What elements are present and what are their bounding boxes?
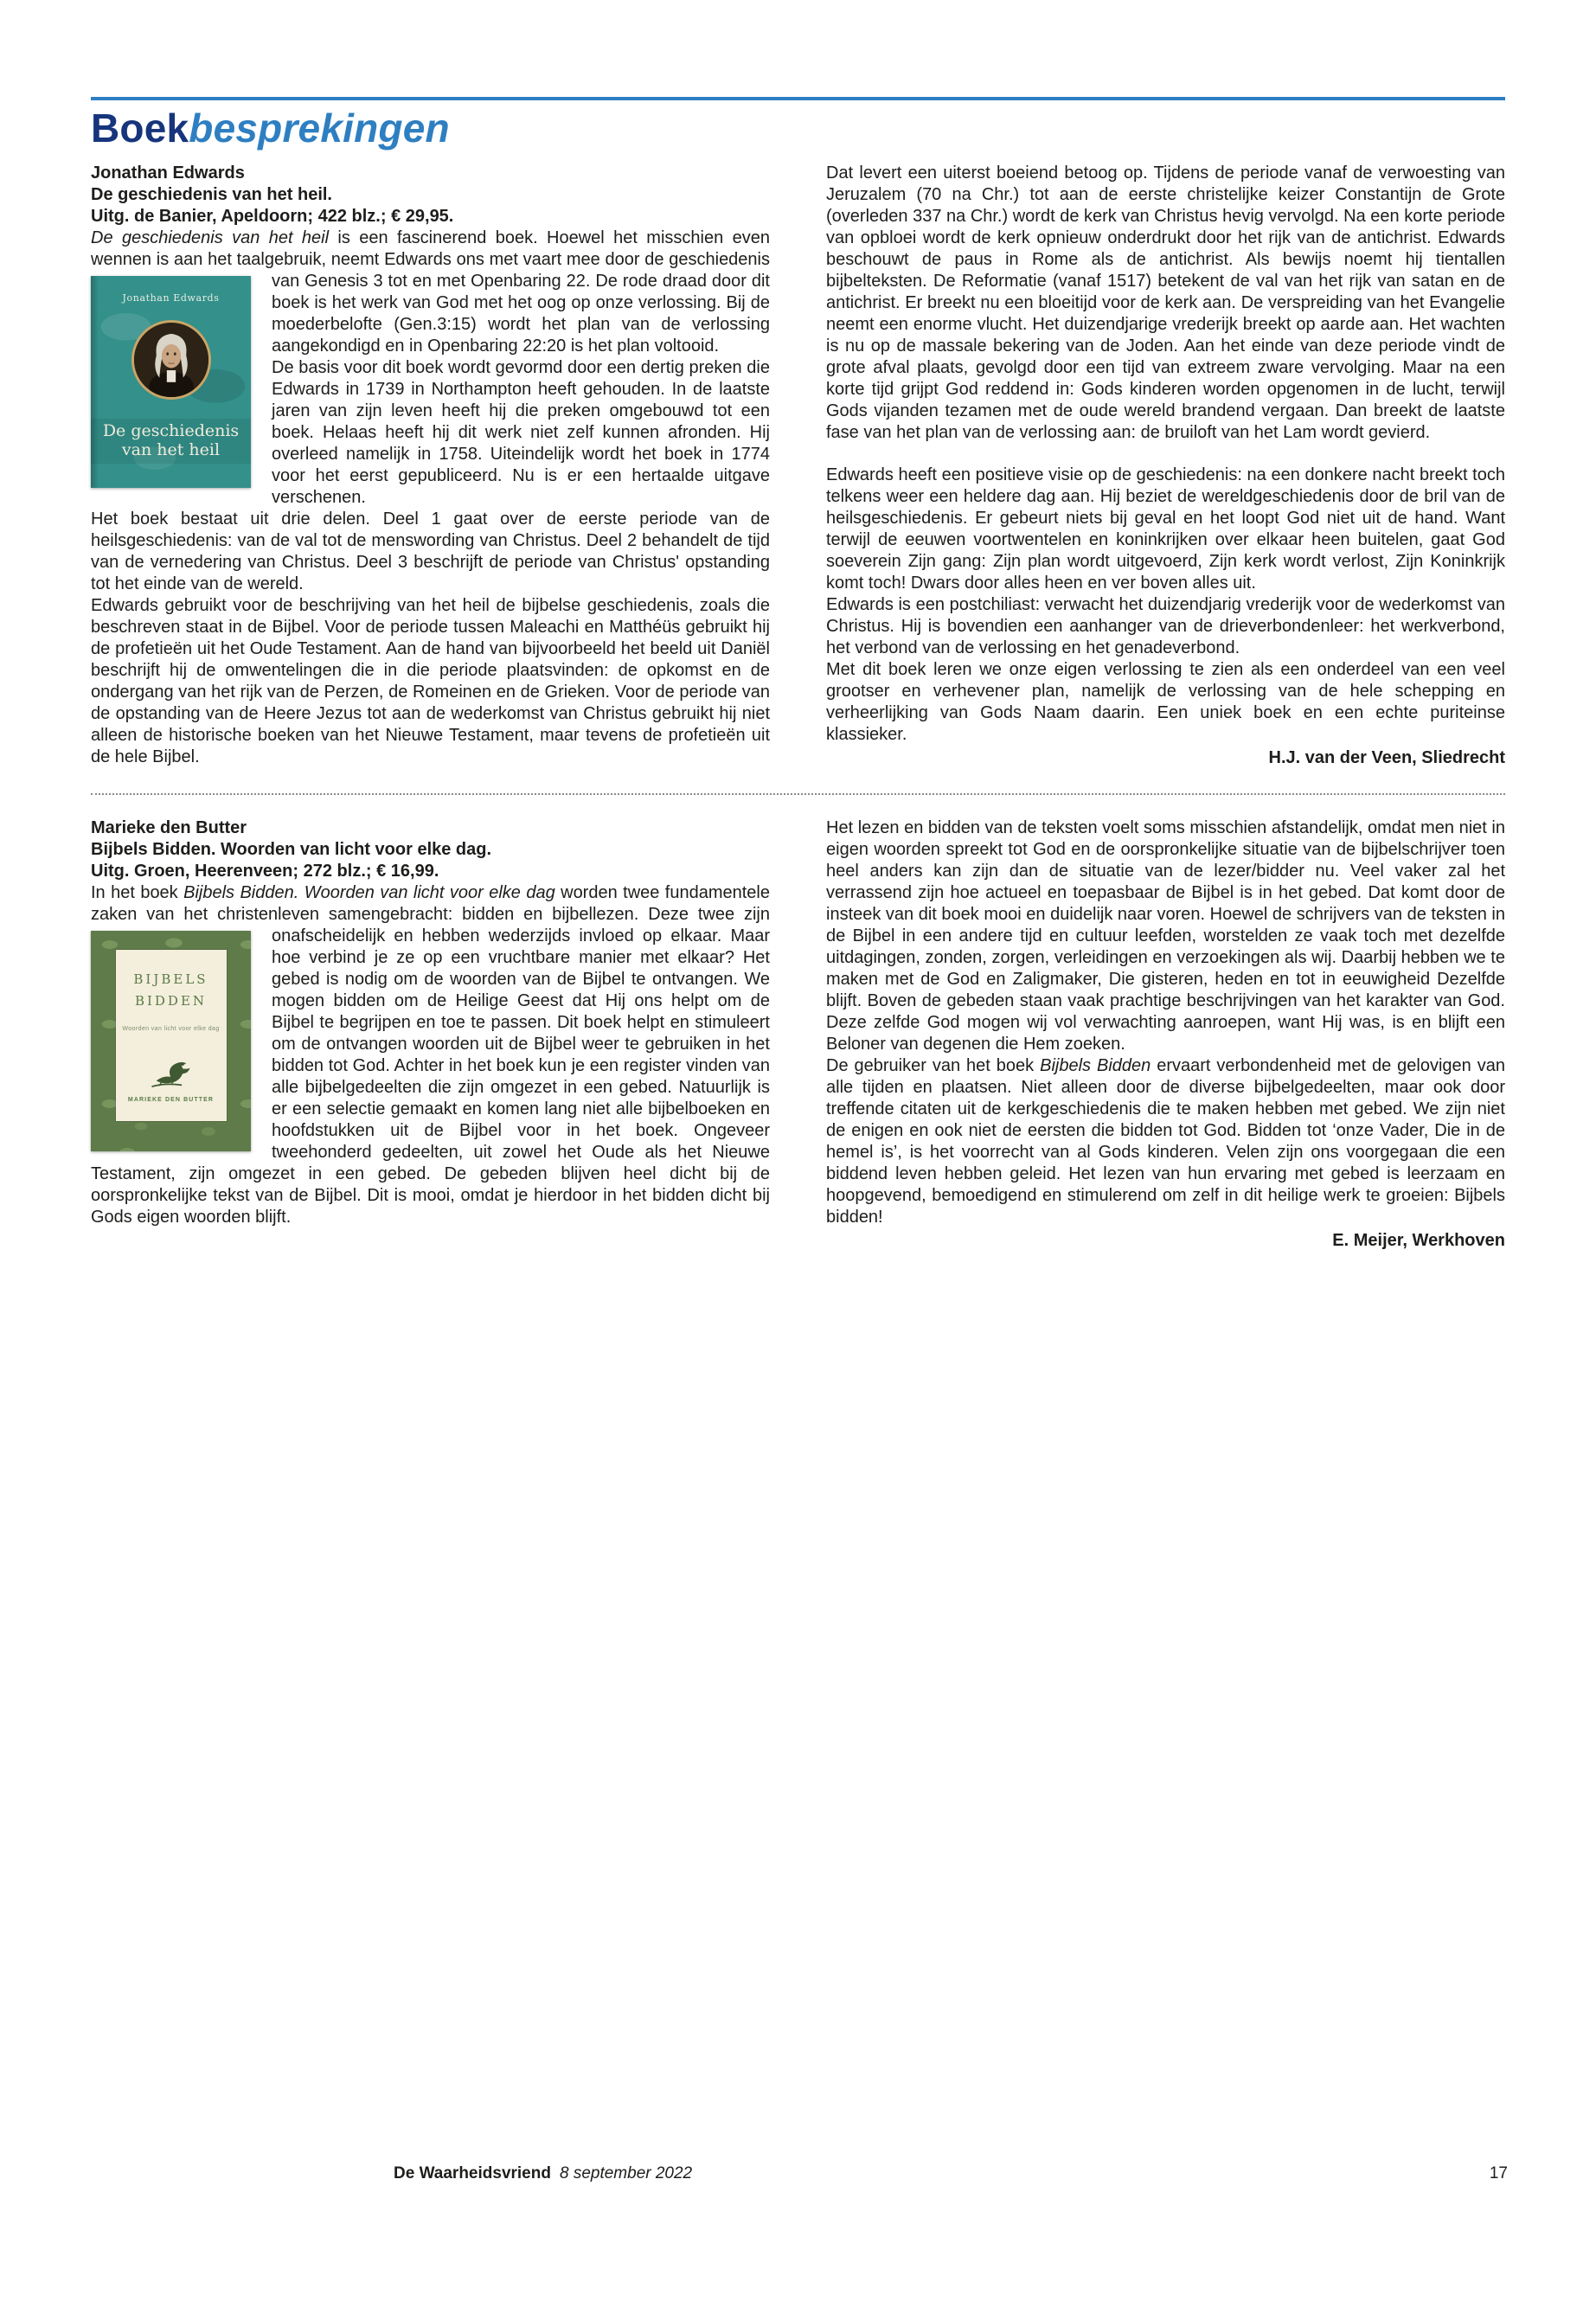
paragraph-text: De rode draad door dit boek is het werk van God met het oog op onze verlossing. Bij de moederbelofte (Gen.3:15) wordt het plan van de verlossing aangekondigd en in Openbaring 22:20 is het plan voltooid. [272, 272, 770, 356]
body-paragraph: Dat levert een uiterst boeiend betoog op. Tijdens de periode vanaf de verwoesting van Jeruzalem (70 na Chr.) tot aan de eerste christelijke keizer Constantijn de Grote (overleden 337 na Chr.) wordt de kerk van Christus hevig vervolgd. Na een korte periode van opbloei wordt de kerk opnieuw onderdrukt door het rijk van de antichrist. Edwards beschouwt de paus in Rome als de antichrist. Als bewijs noemt hij tientallen bijbelteksten. De Reformatie (vanaf 1517) betekent de val van het rijk van satan en de antichrist. Er breekt nu een bloeitijd voor de kerk aan. De verspreiding van het Evangelie neemt een enorme vlucht. Het duizendjarige vrederijk breekt op aarde aan. Het wachten is nu op de massale bekering van de Joden. Aan het einde van deze periode vindt de grote afval plaats, gevolgd door een tijd van extreem zware vervolging. Maar na een korte tijd grijpt God reddend in: Gods kinderen worden opgenomen in de lucht, terwijl Gods vijanden tezamen met de oude wereld brandend vergaan. Dan breekt de laatste fase van het plan van de verlossing aan: de bruiloft van het Lam wordt gevierd. [826, 163, 1505, 442]
reviewer-signature: E. Meijer, Werkhoven [1332, 1231, 1505, 1250]
page-number: 17 [1489, 2164, 1508, 2182]
body-paragraph [91, 882, 770, 1228]
paragraph-text: In het boek [91, 883, 184, 902]
cover-title-line2: van het heil [121, 439, 221, 459]
body-paragraph: Edwards is een postchiliast: verwacht het duizendjarig vrederijk voor de wederkomst van Christus. Hij is bovendien een aanhanger van de drieverbondenleer: het werkverbond, het verbond van de verlossing en het genadeverbond. [826, 595, 1505, 657]
body-paragraph: Edwards gebruikt voor de beschrijving van het heil de bijbelse geschiedenis, zoals die beschreven staat in de Bijbel. Voor de periode tussen Maleachi en Matthéüs gebruikt hij de profetieën uit het Oude Testament. Aan de hand van bijvoorbeeld het beeld uit Daniël beschrijft hij de omwentelingen die in die periode plaatsvinden: de opkomst en de ondergang van het rijk van de Perzen, de Romeinen en de Grieken. Voor de periode van de opstanding van de Heere Jezus tot aan de wederkomst van Christus gebruikt hij niet alleen de historische boeken van het Nieuwe Testament, maar tevens de profetieën uit de hele Bijbel. [91, 596, 770, 766]
inline-book-title: De geschiedenis van het heil [91, 228, 330, 247]
review-article-edwards [91, 163, 1505, 769]
paragraph-text: wederzijds invloed op elkaar. Maar hoe verbind je ze op een vruchtbare manier met elkaar? Het gebed is nodig om de woorden van de Bijbel te ontvangen. We mogen bidden om de Heilige Geest dat Hij ons helpt om de Bijbel te begrijpen en toe te passen. Dit boek helpt en stimuleert om de ontvangen woorden uit de Bijbel weer te gebruiken in het bidden tot God. Achter in het boek kun je een register vinden van alle bijbelgedeelten die zijn omgezet in een gebed. Natuurlijk is er een selectie gemaakt en komen lang niet alle bijbelboeken en hoofdstukken uit de Bijbel voor in het boek. Ongeveer tweehonderd gedeelten, uit zowel het Oude als het Nieuwe Testament, zijn omgezet in een gebed. De gebeden blijven heel dicht bij de oorspronkelijke tekst van de Bijbel. Dit is mooi, omdat je hierdoor in het bidden dicht bij Gods eigen woorden blijft. [91, 926, 771, 1227]
paragraph-text: worden twee fundamentele zaken van het christenleven samengebracht: bidden en bijbellezen. Deze twee zijn onafscheidelijk en hebben [91, 883, 770, 945]
book-cover-bijbels-bidden [91, 931, 251, 1151]
cover-author-label: Jonathan Edwards [122, 292, 220, 304]
review1-right-column [826, 163, 1505, 769]
inline-book-title: Bijbels Bidden [1040, 1056, 1151, 1075]
page-title-italic: besprekingen [189, 106, 450, 151]
body-paragraph [826, 1055, 1505, 1228]
body-paragraph: Het boek bestaat uit drie delen. Deel 1 gaat over de eerste periode van de heilsgeschiedenis: van de val tot de menswording van Christus. Deel 2 behandelt de tijd van de vernedering van Christus. Deel 3 beschrijft de periode van Christus' opstanding tot het einde van de wereld. [91, 510, 770, 593]
page-title [91, 107, 450, 149]
body-paragraph: De basis voor dit boek wordt gevormd door een dertig preken die Edwards in 1739 in Northampton heeft gehouden. In de laatste jaren van zijn leven heeft hij die preken omgebouwd tot een boek. Helaas heeft hij dit werk niet zelf kunnen afronden. Hij overleed namelijk in 1758. Uiteindelijk wordt het boek in 1774 voor het eerst gepubliceerd. Nu is er een hertaalde uitgave verschenen. [272, 358, 770, 507]
footer [394, 2164, 692, 2183]
paragraph-text: De gebruiker van het boek [826, 1056, 1041, 1075]
page-title-bold: Boek [91, 106, 189, 151]
review2-publisher-heading: Uitg. Groen, Heerenveen; 272 blz.; € 16,99. [91, 862, 439, 881]
cover-title-line2: BIDDEN [134, 993, 208, 1009]
review2-author-heading: Marieke den Butter [91, 818, 247, 837]
cover-center-panel [116, 950, 227, 1121]
review2-right-column [826, 817, 1505, 1252]
masthead-rule [91, 97, 1505, 100]
issue-date: 8 september 2022 [559, 2164, 693, 2182]
page-content [91, 163, 1505, 1252]
review1-publisher-heading: Uitg. de Banier, Apeldoorn; 422 blz.; € 29,95. [91, 207, 454, 226]
review2-left-column [91, 817, 770, 1252]
reviewer-signature: H.J. van der Veen, Sliedrecht [1268, 748, 1505, 767]
magazine-name: De Waarheidsvriend [394, 2164, 551, 2182]
book-cover-geschiedenis-van-het-heil [91, 276, 251, 488]
cover-title-line1: De geschiedenis [102, 421, 240, 440]
review1-book-title-heading: De geschiedenis van het heil. [91, 185, 332, 204]
body-paragraph: Het lezen en bidden van de teksten voelt soms misschien afstandelijk, omdat men niet in eigen woorden spreekt tot God en de oorspronkelijke situatie van de bijbelschrijver toen heel anders kan zijn dan de situatie van de lezer/bidder nu. Veel vaker zal het verrassend zijn hoe actueel en toepasbaar de Bijbel is in het gebed. Dat komt door de insteek van dit boek mooi en duidelijk naar voren. Hoewel de schrijvers van de teksten in de Bijbel in een andere tijd en cultuur leefden, worstelden ze vaak toch met dezelfde uitdagingen, zonden, zorgen, verleidingen en verzoekingen als wij. Daarbij hebben we te maken met de God en Zaligmaker, Die gisteren, heden en tot in eeuwigheid Dezelfde blijft. Boven de gebeden staan vaak prachtige beschrijvingen van het karakter van God. Deze zelfde God mogen wij vol verwachting aanroepen, want Hij was, is en blijft een Beloner van degenen die Hem zoeken. [826, 818, 1505, 1054]
bird-illustration [149, 1054, 194, 1091]
edwards-portrait [131, 320, 211, 400]
section-divider [91, 793, 1505, 795]
cover-subtitle: Woorden van licht voor elke dag [122, 1026, 220, 1032]
paragraph-text: is een fascinerend boek. Hoewel het misschien even wennen is aan het taalgebruik, neemt Edwards ons met vaart mee door de geschiedenis van Genesis 3 tot en met Openbaring 22. [91, 228, 770, 291]
review2-book-title-heading: Bijbels Bidden. Woorden van licht voor elke dag. [91, 840, 492, 859]
cover-title-line1: BIJBELS [133, 971, 208, 987]
review1-left-column [91, 163, 770, 769]
review-article-bijbels-bidden [91, 817, 1505, 1252]
paragraph-text: ervaart verbondenheid met de gelovigen van alle tijden en plaatsen. Niet alleen door de diverse bijbelgedeelten, maar ook door treffende citaten uit de kerkgeschiedenis die te maken hebben met gebed. We zijn niet de enigen en ook niet de eersten die bidden tot God. Bidden tot ‘onze Vader, Die in de hemel is’, is het voorrecht van al Gods kinderen. Velen zijn ons voorgegaan die een biddend leven hebben geleid. Het lezen van hun ervaring met gebed is leerzaam en hoopgevend, bemoedigend en stimulerend om zelf in dit heilige werk te groeien: Bijbels bidden! [826, 1056, 1505, 1227]
body-paragraph: Met dit boek leren we onze eigen verlossing te zien als een onderdeel van een veel grootser en verhevener plan, namelijk de verlossing van de hele schepping en verheerlijking van Gods Naam daarin. Een uniek boek en een echte puriteinse klassieker. [826, 660, 1505, 744]
cover-title [91, 419, 251, 464]
portrait-illustration [134, 323, 208, 397]
inline-book-title: Bijbels Bidden. Woorden van licht voor elke dag [183, 883, 555, 902]
cover-author-label: MARIEKE DEN BUTTER [127, 1097, 215, 1103]
review1-author-heading: Jonathan Edwards [91, 163, 245, 183]
body-paragraph: Edwards heeft een positieve visie op de geschiedenis: na een donkere nacht breekt toch telkens weer een heldere dag aan. Hij beziet de wereldgeschiedenis door de bril van de heilsgeschiedenis. Er gebeurt niets bij geval en het loopt God niet uit de hand. Want terwijl de eeuwen voortwentelen en koninkrijken over elkaar heen buitelen, gaat God soeverein Zijn gang: Zijn plan wordt uitgevoerd, Zijn kerk wordt verlost, Zijn Koninkrijk komt toch! Dwars door alles heen en ver boven alles uit. [826, 465, 1505, 593]
